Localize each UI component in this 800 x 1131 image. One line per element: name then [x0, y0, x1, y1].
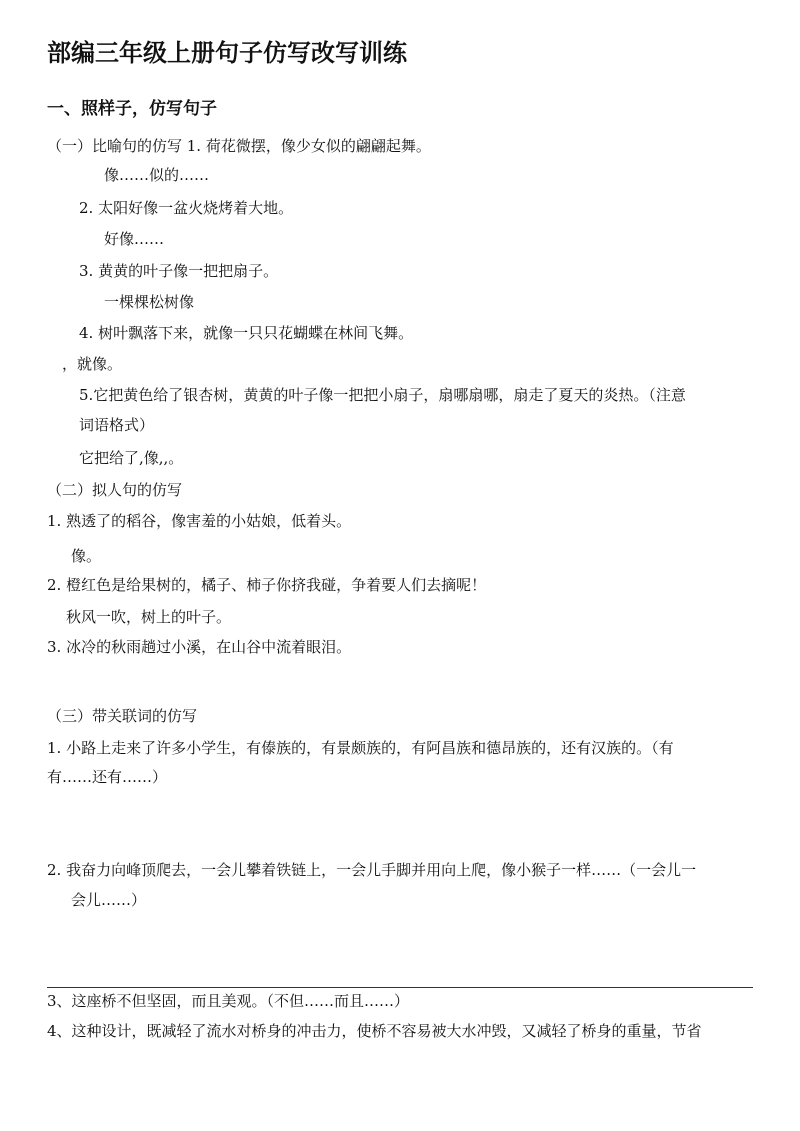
part1-line-3: 好像…… [104, 230, 165, 248]
part3-line-5: 3、这座桥不但坚固，而且美观。（不但……而且……） [47, 992, 410, 1010]
part2-line-2: 像。 [71, 547, 102, 565]
part3-label: （三）带关联词的仿写 [47, 707, 198, 725]
section-heading: 一、照样子，仿写句子 [47, 99, 217, 119]
part3-line-1: 1. 小路上走来了许多小学生，有傣族的，有景颇族的，有阿昌族和德昂族的，还有汉族的。（有 [47, 739, 674, 757]
part2-line-1: 1. 熟透了的稻谷，像害羞的小姑娘，低着头。 [47, 512, 352, 530]
part1-line-5: 一棵棵松树像 [104, 293, 195, 311]
part1-line-8: 5.它把黄色给了银杏树，黄黄的叶子像一把把小扇子，扇哪扇哪，扇走了夏天的炎热。（注意 [79, 386, 686, 404]
part3-line-2: 有……还有……） [47, 768, 168, 786]
document-title: 部编三年级上册句子仿写改写训练 [47, 38, 407, 67]
part2-line-4: 秋风一吹，树上的叶子。 [66, 608, 232, 626]
part1-label: （一）比喻句的仿写 1. 荷花微摆，像少女似的翩翩起舞。 [47, 137, 431, 155]
part3-line-3: 2. 我奋力向峰顶爬去，一会儿攀着铁链上，一会儿手脚并用向上爬，像小猴子一样……（一会儿一 [47, 861, 697, 879]
part1-line-6: 4. 树叶飘落下来，就像一只只花蝴蝶在林间飞舞。 [79, 324, 414, 342]
part2-label: （二）拟人句的仿写 [47, 481, 183, 499]
part1-line-4: 3. 黄黄的叶子像一把把扇子。 [79, 262, 279, 280]
part1-line-2: 2. 太阳好像一盆火烧烤着大地。 [79, 199, 294, 217]
part2-line-3: 2. 橙红色是给果树的，橘子、柿子你挤我碰，争着要人们去摘呢！ [47, 576, 487, 594]
part1-line-10: 它把给了,像,,。 [79, 449, 184, 467]
part3-line-4: 会儿……） [71, 891, 147, 909]
part3-line-6: 4、这种设计，既减轻了流水对桥身的冲击力，使桥不容易被大水冲毁，又减轻了桥身的重量，节省 [47, 1022, 702, 1040]
part1-line-7: ，就像。 [62, 355, 123, 373]
part1-line-1: 像……似的…… [104, 166, 210, 184]
part2-line-5: 3. 冰冷的秋雨趟过小溪，在山谷中流着眼泪。 [47, 638, 352, 656]
answer-divider-line [47, 987, 753, 988]
part1-line-9: 词语格式） [79, 416, 155, 434]
